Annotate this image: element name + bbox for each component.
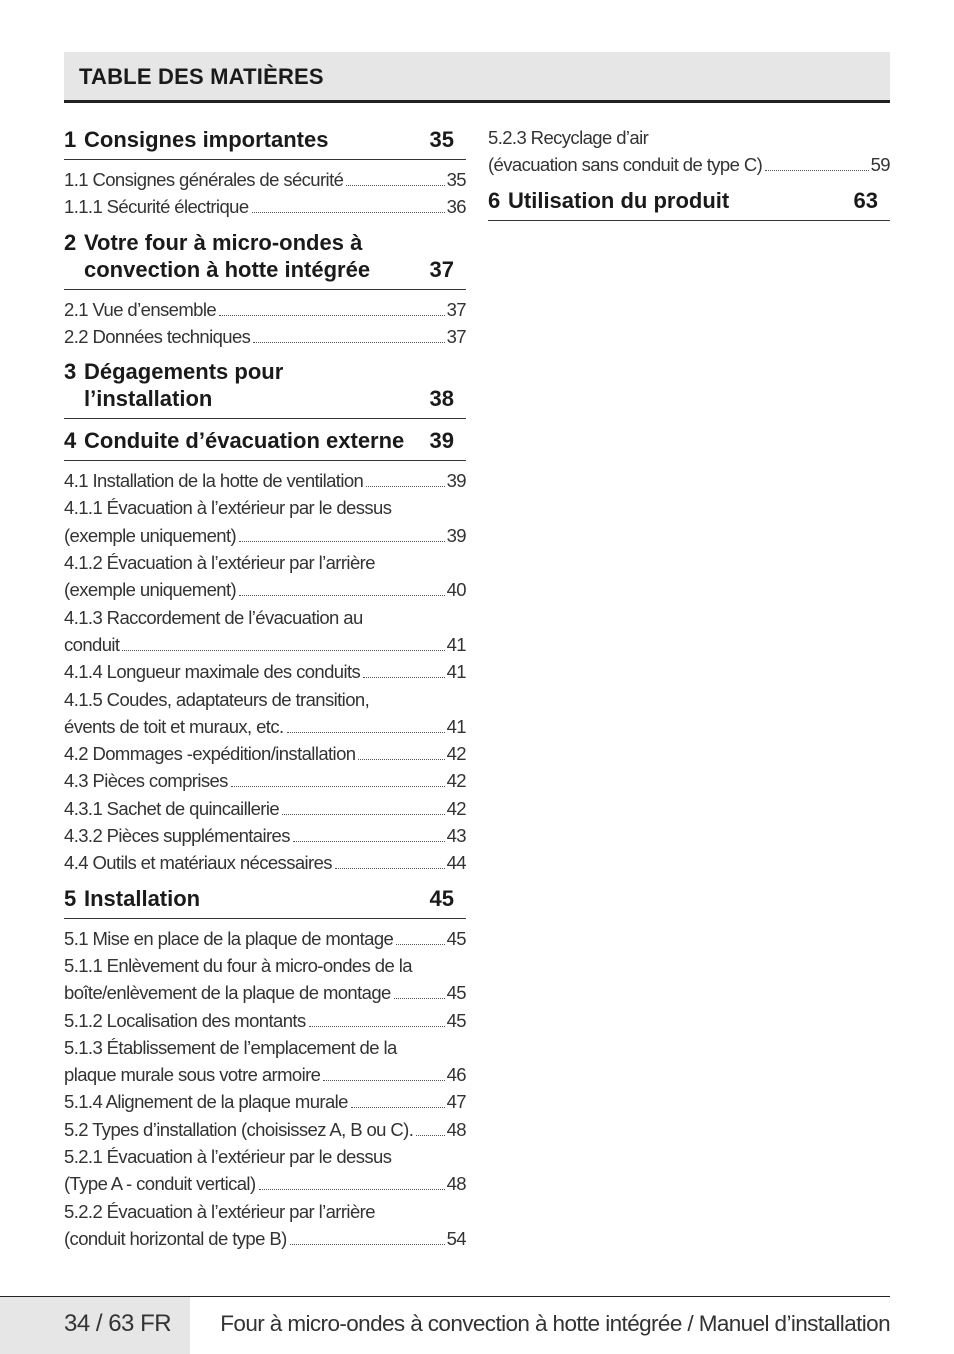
- toc-entry-row: [64, 849, 466, 876]
- toc-entry-row: [64, 166, 466, 193]
- toc-entry-page: 41: [446, 715, 466, 737]
- section-title: [64, 358, 422, 412]
- toc-entry-text: (exemple uniquement): [64, 524, 237, 546]
- dot-leader: [259, 1189, 445, 1190]
- toc-entry-page: 39: [446, 524, 466, 546]
- dot-leader: [282, 814, 445, 815]
- toc-entry-page: 45: [446, 982, 466, 1004]
- section-title-line: Dégagements pour: [84, 359, 284, 385]
- toc-entry-row: [64, 296, 466, 323]
- section-title-text: [84, 358, 422, 412]
- section-title-text: [84, 229, 422, 283]
- dot-leader: [396, 944, 444, 945]
- toc-entry-text: 4.2 Dommages -expédition/installation: [64, 743, 356, 765]
- toc-entry-text: 2.1 Vue d’ensemble: [64, 298, 217, 320]
- section-page-number: 38: [429, 386, 454, 412]
- section-title-text: [84, 427, 422, 454]
- dot-leader: [765, 170, 868, 171]
- toc-entry[interactable]: [64, 604, 466, 659]
- toc-entry[interactable]: [64, 1088, 466, 1115]
- toc-entry[interactable]: [64, 1007, 466, 1034]
- toc-entry[interactable]: [64, 323, 466, 350]
- toc-entry-text: 5.1 Mise en place de la plaque de montage: [64, 927, 394, 949]
- toc-entry-text: 4.1.4 Longueur maximale des conduits: [64, 661, 361, 683]
- toc-entry[interactable]: [64, 166, 466, 193]
- toc-entry-page: 40: [446, 579, 466, 601]
- toc-entry-row: [64, 522, 466, 549]
- toc-entry-list: [64, 166, 466, 221]
- toc-entry-page: 44: [446, 852, 466, 874]
- section-number: 6: [488, 187, 501, 213]
- dot-leader: [366, 486, 444, 487]
- toc-entry-row: [64, 658, 466, 685]
- dot-leader: [323, 1080, 444, 1081]
- dot-leader: [287, 732, 445, 733]
- toc-entry-line: 4.1.5 Coudes, adaptateurs de transition,: [64, 688, 370, 710]
- toc-entry-row: [64, 767, 466, 794]
- section-title: [64, 126, 422, 153]
- toc-entry-line: 5.2.3 Recyclage d’air: [488, 127, 649, 148]
- section-page-number: 37: [429, 256, 454, 282]
- toc-entry-text: 4.3.1 Sachet de quincaillerie: [64, 797, 280, 819]
- toc-entry-text: 5.1.2 Localisation des montants: [64, 1009, 306, 1031]
- toc-right-column: [488, 124, 890, 227]
- toc-entry-page: 48: [446, 1118, 466, 1140]
- section-page-number: 39: [429, 428, 454, 454]
- dot-leader: [335, 868, 445, 869]
- section-title-line: Conduite d’évacuation externe: [84, 428, 405, 454]
- footer-document-title: Four à micro-ondes à convection à hotte intégrée / Manuel d’installation: [220, 1311, 890, 1336]
- toc-entry-row: [64, 1225, 466, 1252]
- toc-entry-text: 4.1 Installation de la hotte de ventilation: [64, 470, 364, 492]
- toc-entry-row: [64, 795, 466, 822]
- toc-entry-text: 4.4 Outils et matériaux nécessaires: [64, 852, 332, 874]
- dot-leader: [253, 342, 444, 343]
- toc-entry-text: 4.3 Pièces comprises: [64, 770, 228, 792]
- dot-leader: [394, 998, 445, 999]
- toc-entry-list: [64, 296, 466, 351]
- toc-entry-text: (évacuation sans conduit de type C): [488, 154, 763, 176]
- toc-entry[interactable]: [64, 952, 466, 1007]
- toc-entry-row: [64, 1088, 466, 1115]
- section-title-line: convection à hotte intégrée: [84, 256, 371, 282]
- toc-entry-page: 39: [446, 470, 466, 492]
- toc-entry-page: 35: [446, 169, 466, 190]
- toc-entry-line: 5.2.1 Évacuation à l’extérieur par le dessus: [64, 1146, 392, 1168]
- dot-leader: [358, 759, 444, 760]
- toc-title: TABLE DES MATIÈRES: [79, 64, 324, 89]
- section-title: [64, 885, 422, 912]
- toc-entry-page: 48: [446, 1173, 466, 1195]
- toc-entry-text: 2.2 Données techniques: [64, 325, 251, 347]
- dot-leader: [122, 650, 444, 651]
- toc-entry-page: 46: [446, 1064, 466, 1086]
- toc-entry-text: (exemple uniquement): [64, 579, 237, 601]
- toc-entry-page: 41: [446, 661, 466, 683]
- toc-entry-text: 1.1.1 Sécurité électrique: [64, 196, 249, 218]
- toc-header: [64, 52, 890, 102]
- dot-leader: [252, 212, 445, 213]
- toc-entry-line: 5.1.3 Établissement de l’emplacement de la: [64, 1036, 397, 1058]
- section-page-number: 45: [429, 885, 454, 911]
- section-title: [64, 229, 422, 283]
- toc-entry-row: [64, 1116, 466, 1143]
- toc-entry-row: [488, 151, 890, 178]
- toc-entry[interactable]: [64, 686, 466, 741]
- section-heading[interactable]: [64, 124, 466, 160]
- toc-entry[interactable]: [64, 925, 466, 952]
- section-title-line: Consignes importantes: [84, 127, 329, 152]
- toc-entry-text: (conduit horizontal de type B): [64, 1227, 287, 1249]
- toc-entry-page: 42: [446, 797, 466, 819]
- toc-entry[interactable]: [64, 767, 466, 794]
- section-page-number: 63: [853, 187, 878, 213]
- toc-entry-page: 47: [446, 1091, 466, 1113]
- toc-entry-text: boîte/enlèvement de la plaque de montage: [64, 982, 391, 1004]
- header-rule: [64, 100, 890, 103]
- section-heading[interactable]: [64, 356, 466, 419]
- toc-entry-page: 54: [446, 1227, 466, 1249]
- dot-leader: [351, 1107, 445, 1108]
- section-number: 3: [64, 359, 77, 385]
- toc-entry-page: 42: [446, 770, 466, 792]
- toc-entry-row: [64, 323, 466, 350]
- toc-entry-row: [64, 925, 466, 952]
- toc-entry-line: 5.2.2 Évacuation à l’extérieur par l’arrière: [64, 1200, 375, 1222]
- dot-leader: [309, 1026, 445, 1027]
- toc-entry[interactable]: [64, 1143, 466, 1198]
- toc-left-column: [64, 124, 466, 1258]
- toc-entry[interactable]: [64, 467, 466, 494]
- section-heading[interactable]: [488, 185, 890, 221]
- toc-entry-list: [64, 467, 466, 876]
- toc-entry-page: 43: [446, 825, 466, 847]
- section-heading[interactable]: [64, 883, 466, 919]
- dot-leader: [416, 1135, 444, 1136]
- dot-leader: [239, 595, 445, 596]
- dot-leader: [346, 185, 444, 186]
- footer-page-number: 34 / 63 FR: [64, 1310, 172, 1337]
- toc-entry[interactable]: [64, 795, 466, 822]
- toc-entry[interactable]: [64, 822, 466, 849]
- toc-entry[interactable]: [64, 740, 466, 767]
- toc-entry-page: 37: [446, 325, 466, 347]
- toc-entry-page: 45: [446, 927, 466, 949]
- toc-entry-text: plaque murale sous votre armoire: [64, 1064, 321, 1086]
- section-title-line: Utilisation du produit: [508, 187, 730, 213]
- toc-entry-row: [64, 576, 466, 603]
- section-title-text: [508, 187, 846, 214]
- toc-entry-page: 42: [446, 743, 466, 765]
- section-title-line: l’installation: [84, 386, 213, 412]
- toc-entry-text: (Type A - conduit vertical): [64, 1173, 256, 1195]
- dot-leader: [231, 786, 445, 787]
- toc-entry[interactable]: [64, 193, 466, 220]
- dot-leader: [293, 841, 445, 842]
- toc-entry-list: [488, 124, 890, 179]
- toc-entry[interactable]: [64, 658, 466, 685]
- toc-entry-text: évents de toit et muraux, etc.: [64, 715, 284, 737]
- toc-entry-page: 59: [870, 154, 890, 176]
- toc-entry[interactable]: [488, 124, 890, 179]
- toc-entry-list: [64, 925, 466, 1253]
- toc-entry-line: 4.1.3 Raccordement de l’évacuation au: [64, 606, 363, 628]
- section-number: 4: [64, 428, 77, 454]
- toc-entry[interactable]: [64, 849, 466, 876]
- section-page-number: 35: [429, 127, 454, 152]
- toc-entry-text: 5.2 Types d’installation (choisissez A, B ou C).: [64, 1118, 414, 1140]
- toc-entry-row: [64, 822, 466, 849]
- dot-leader: [239, 541, 445, 542]
- section-title-line: Installation: [84, 885, 201, 911]
- toc-entry[interactable]: [64, 1198, 466, 1253]
- section-heading[interactable]: [64, 227, 466, 290]
- section-title-text: [84, 126, 422, 153]
- section-title: [488, 187, 846, 214]
- toc-entry-row: [64, 740, 466, 767]
- toc-entry-page: 36: [446, 196, 466, 218]
- toc-entry-page: 37: [446, 298, 466, 320]
- toc-entry-row: [64, 1061, 466, 1088]
- toc-entry-row: [64, 1170, 466, 1197]
- toc-entry[interactable]: [64, 549, 466, 604]
- toc-entry-text: 1.1 Consignes générales de sécurité: [64, 169, 344, 190]
- toc-entry[interactable]: [64, 494, 466, 549]
- dot-leader: [363, 677, 444, 678]
- toc-entry-page: 41: [446, 633, 466, 655]
- toc-entry-page: 45: [446, 1009, 466, 1031]
- section-number: 2: [64, 229, 77, 255]
- toc-entry-row: [64, 631, 466, 658]
- section-heading[interactable]: [64, 425, 466, 461]
- toc-entry-text: conduit: [64, 633, 120, 655]
- toc-entry[interactable]: [64, 296, 466, 323]
- toc-entry-text: 4.3.2 Pièces supplémentaires: [64, 825, 290, 847]
- section-title: [64, 427, 422, 454]
- toc-entry-line: 4.1.2 Évacuation à l’extérieur par l’arrière: [64, 552, 375, 574]
- section-number: 5: [64, 885, 77, 911]
- toc-entry-row: [64, 713, 466, 740]
- toc-entry-line: 4.1.1 Évacuation à l’extérieur par le dessus: [64, 497, 392, 519]
- toc-entry-row: [64, 979, 466, 1006]
- dot-leader: [219, 315, 445, 316]
- toc-entry[interactable]: [64, 1034, 466, 1089]
- toc-entry-row: [64, 193, 466, 220]
- dot-leader: [290, 1244, 445, 1245]
- toc-entry-line: 5.1.1 Enlèvement du four à micro-ondes de la: [64, 954, 412, 976]
- toc-entry[interactable]: [64, 1116, 466, 1143]
- toc-entry-row: [64, 1007, 466, 1034]
- toc-entry-text: 5.1.4 Alignement de la plaque murale: [64, 1091, 348, 1113]
- toc-entry-row: [64, 467, 466, 494]
- section-title-line: Votre four à micro-ondes à: [84, 229, 363, 255]
- section-number: 1: [64, 127, 77, 152]
- section-title-text: [84, 885, 422, 912]
